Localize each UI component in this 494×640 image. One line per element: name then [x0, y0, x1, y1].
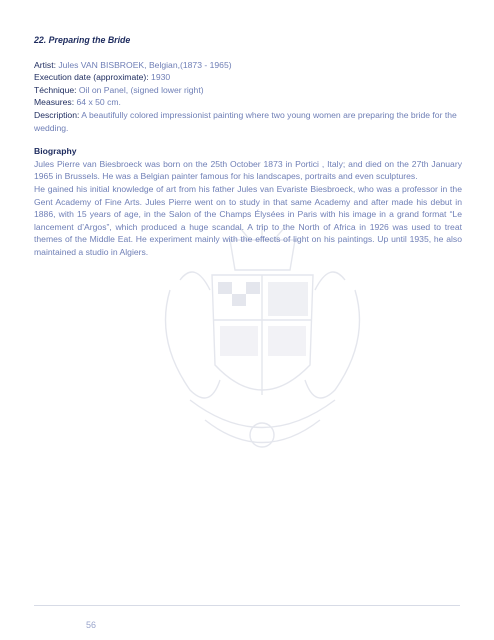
field-value: Oil on Panel, (signed lower right)	[78, 84, 204, 95]
biography-paragraph: Jules Pierre van Biesbroeck was born on the 25th October 1873 in Portici , Italy; and died on the 27th January 1965 in Brussels. He was a Belgian painter famous for his landscapes, portraits and even sculptures.	[34, 158, 462, 182]
technique-row	[34, 84, 462, 97]
field-value: 64 x 50 cm.	[76, 97, 121, 108]
field-value: A beautifully colored impressionist painting where two young women are preparing the bride for the wedding.	[34, 109, 457, 133]
field-label: Description:	[34, 109, 80, 120]
main-content	[34, 34, 462, 259]
field-label: Téchnique:	[34, 84, 77, 95]
field-value: 1930	[151, 72, 171, 83]
field-label: Measures:	[34, 97, 75, 108]
measures-row	[34, 96, 462, 109]
artwork-title: 22. Preparing the Bride	[34, 35, 131, 45]
execution-date-row	[34, 71, 462, 84]
biography-body	[34, 158, 462, 259]
field-value: Jules VAN BISBROEK, Belgian,(1873 - 1965)	[58, 59, 232, 70]
field-label: Execution date (approximate):	[34, 72, 149, 83]
biography-paragraph: He gained his initial knowledge of art from his father Jules van Evariste Biesbroeck, who was a professor in the Gent Academy of Fine Arts. Jules Pierre went on to study in that same Academy and after made his debut in 1886, with 15 years of age, in the Salon of the Champs Élysées in Paris with his image in a grand format “Le lancement d’Argos”, which produced a huge scandal. A trip to the North of Africa in 1926 was used to treat themes of the Middle Eat. He experiment mainly with the effects of light on his paintings. Up until 1935, he also maintained a studio in Algiers.	[34, 183, 462, 257]
footer-divider	[34, 605, 460, 606]
artist-row	[34, 59, 462, 72]
biography-heading: Biography	[34, 146, 77, 157]
page-number: 56	[86, 620, 97, 630]
description-row	[34, 109, 462, 134]
artwork-details	[34, 59, 462, 135]
field-label: Artist:	[34, 59, 56, 70]
